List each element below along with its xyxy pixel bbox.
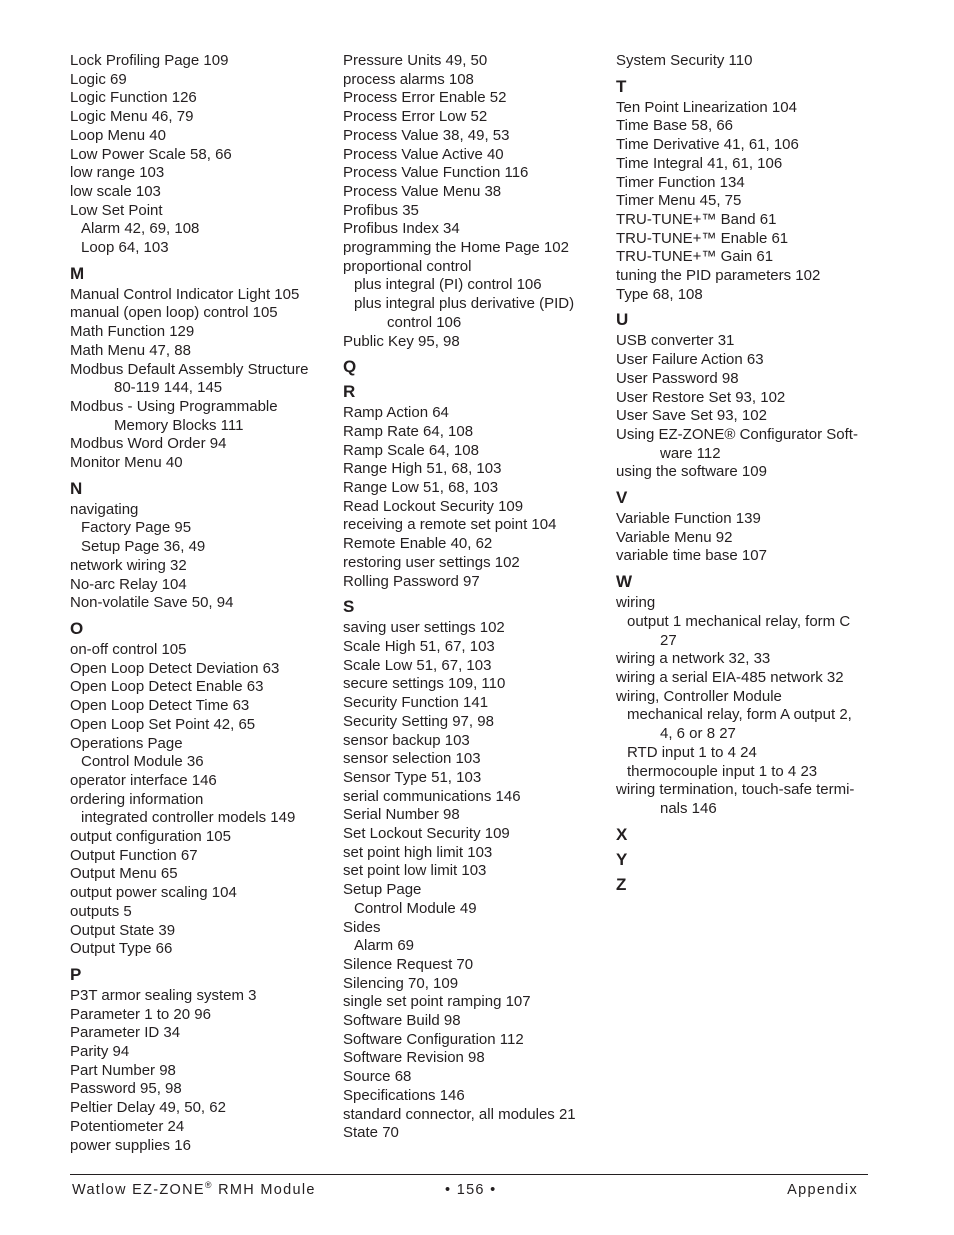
index-entry: Remote Enable 40, 62 — [343, 535, 493, 553]
index-subentry: Setup Page 36, 49 — [81, 538, 206, 556]
index-letter-heading: M — [70, 263, 85, 283]
index-subentry: plus integral plus derivative (PID) — [354, 295, 575, 313]
index-letter-heading: V — [616, 488, 628, 508]
index-subentry: output 1 mechanical relay, form C — [627, 612, 851, 630]
index-subentry: control 106 — [387, 313, 462, 331]
index-entry: Manual Control Indicator Light 105 — [70, 285, 300, 303]
index-entry: Ten Point Linearization 104 — [616, 98, 797, 116]
index-entry: low range 103 — [70, 164, 165, 182]
index-entry: Modbus - Using Programmable — [70, 397, 278, 415]
index-letter-heading: Q — [343, 357, 357, 377]
index-entry: sensor backup 103 — [343, 731, 470, 749]
index-subentry: nals 146 — [660, 799, 717, 817]
index-entry: Open Loop Detect Enable 63 — [70, 678, 264, 696]
index-entry: Security Function 141 — [343, 694, 489, 712]
index-letter-heading: Y — [616, 849, 628, 869]
index-entry: Sensor Type 51, 103 — [343, 768, 482, 786]
index-entry: Password 95, 98 — [70, 1080, 182, 1098]
index-subentry: integrated controller models 149 — [81, 809, 296, 827]
index-entry: Time Derivative 41, 61, 106 — [616, 136, 799, 154]
index-entry: network wiring 32 — [70, 556, 187, 574]
index-entry: power supplies 16 — [70, 1136, 191, 1154]
index-entry: Output State 39 — [70, 921, 176, 939]
index-entry: Math Function 129 — [70, 323, 195, 341]
index-subentry: 4, 6 or 8 27 — [660, 725, 736, 743]
index-entry: Open Loop Set Point 42, 65 — [70, 715, 256, 733]
index-column-2 — [343, 52, 605, 1143]
index-entry: programming the Home Page 102 — [343, 239, 569, 257]
index-subentry: mechanical relay, form A output 2, — [627, 706, 852, 724]
index-entry: User Restore Set 93, 102 — [616, 388, 786, 406]
index-entry: State 70 — [343, 1124, 399, 1142]
index-entry: Silencing 70, 109 — [343, 974, 459, 992]
index-entry: Logic 69 — [70, 70, 127, 88]
index-entry: receiving a remote set point 104 — [343, 516, 557, 534]
index-entry: Ramp Rate 64, 108 — [343, 422, 474, 440]
index-subentry: ware 112 — [660, 444, 721, 462]
index-entry: secure settings 109, 110 — [343, 675, 506, 693]
index-letter-heading: T — [616, 76, 627, 96]
index-entry: wiring a network 32, 33 — [616, 650, 771, 668]
index-entry: Loop Menu 40 — [70, 126, 166, 144]
index-entry: Scale Low 51, 67, 103 — [343, 656, 492, 674]
index-entry: wiring a serial EIA-485 network 32 — [616, 668, 844, 686]
index-entry: Non-volatile Save 50, 94 — [70, 594, 234, 612]
index-entry: Specifications 146 — [343, 1086, 465, 1104]
index-entry: Read Lockout Security 109 — [343, 497, 524, 515]
index-letter-heading: X — [616, 824, 628, 844]
index-entry: standard connector, all modules 21 — [343, 1105, 576, 1123]
index-entry: TRU-TUNE+™ Gain 61 — [616, 248, 774, 266]
index-entry: Math Menu 47, 88 — [70, 341, 191, 359]
index-entry: Security Setting 97, 98 — [343, 712, 494, 730]
index-entry: proportional control — [343, 257, 472, 275]
index-entry: Time Base 58, 66 — [616, 117, 734, 135]
index-entry: TRU-TUNE+™ Band 61 — [616, 210, 777, 228]
index-entry: Using EZ-ZONE® Configurator Soft- — [616, 425, 858, 443]
index-letter-heading: R — [343, 382, 356, 402]
registered-mark: ® — [204, 1180, 213, 1191]
index-column-1 — [70, 52, 332, 1155]
index-letter-heading: P — [70, 964, 82, 984]
index-entry: Rolling Password 97 — [343, 572, 480, 590]
index-entry: Process Value Menu 38 — [343, 182, 502, 200]
index-entry: process alarms 108 — [343, 70, 474, 88]
index-entry: ordering information — [70, 790, 204, 808]
index-entry: No-arc Relay 104 — [70, 575, 187, 593]
index-subentry: Alarm 69 — [354, 937, 415, 955]
index-entry: Monitor Menu 40 — [70, 454, 183, 472]
index-entry: Range High 51, 68, 103 — [343, 460, 502, 478]
index-entry: Open Loop Detect Time 63 — [70, 697, 250, 715]
index-entry: Software Configuration 112 — [343, 1030, 524, 1048]
index-entry: Output Type 66 — [70, 940, 173, 958]
index-subentry: Alarm 42, 69, 108 — [81, 220, 200, 238]
index-entry: Output Function 67 — [70, 846, 198, 864]
index-entry: wiring — [616, 594, 656, 612]
index-entry: set point high limit 103 — [343, 843, 493, 861]
index-entry: Set Lockout Security 109 — [343, 825, 510, 843]
index-subentry: plus integral (PI) control 106 — [354, 276, 542, 294]
index-entry: Type 68, 108 — [616, 285, 703, 303]
index-entry: Process Error Low 52 — [343, 108, 488, 126]
index-letter-heading: W — [616, 572, 633, 592]
index-letter-heading: S — [343, 597, 355, 617]
index-entry: Process Value Function 116 — [343, 164, 529, 182]
index-entry: tuning the PID parameters 102 — [616, 267, 821, 285]
index-entry: TRU-TUNE+™ Enable 61 — [616, 229, 789, 247]
index-entry: Software Revision 98 — [343, 1049, 485, 1067]
index-entry: Process Value Active 40 — [343, 145, 504, 163]
index-entry: System Security 110 — [616, 52, 753, 69]
index-entry: Logic Menu 46, 79 — [70, 108, 194, 126]
index-entry: Parity 94 — [70, 1043, 130, 1061]
index-entry: Source 68 — [343, 1068, 412, 1086]
index-entry: navigating — [70, 500, 139, 518]
index-subentry: RTD input 1 to 4 24 — [627, 743, 757, 761]
index-entry: Part Number 98 — [70, 1061, 176, 1079]
index-entry: Low Set Point — [70, 201, 163, 219]
index-entry: saving user settings 102 — [343, 619, 505, 637]
index-entry: wiring, Controller Module — [616, 687, 782, 705]
index-entry: Ramp Scale 64, 108 — [343, 441, 479, 459]
index-letter-heading: Z — [616, 874, 627, 894]
index-entry: Range Low 51, 68, 103 — [343, 479, 499, 497]
index-entry: Parameter 1 to 20 96 — [70, 1005, 211, 1023]
page-number: • 156 • — [445, 1182, 497, 1198]
index-entry: Lock Profiling Page 109 — [70, 52, 229, 69]
index-subentry: 80-119 144, 145 — [114, 379, 223, 397]
index-entry: using the software 109 — [616, 463, 767, 481]
index-entry: Time Integral 41, 61, 106 — [616, 154, 783, 172]
index-entry: outputs 5 — [70, 902, 132, 920]
index-entry: Public Key 95, 98 — [343, 332, 460, 350]
index-entry: User Password 98 — [616, 369, 739, 387]
index-entry: Parameter ID 34 — [70, 1024, 181, 1042]
index-subentry: Control Module 49 — [354, 899, 477, 917]
index-entry: Profibus 35 — [343, 201, 419, 219]
index-entry: Modbus Default Assembly Structure — [70, 360, 309, 378]
index-letter-heading: U — [616, 310, 629, 330]
footer-brand: Watlow EZ-ZONE — [72, 1182, 205, 1198]
index-entry: serial communications 146 — [343, 787, 521, 805]
index-subentry: Control Module 36 — [81, 753, 204, 771]
index-entry: operator interface 146 — [70, 771, 217, 789]
index-entry: sensor selection 103 — [343, 750, 481, 768]
index-subentry: Factory Page 95 — [81, 519, 192, 537]
index-entry: P3T armor sealing system 3 — [70, 986, 257, 1004]
index-subentry: 27 — [660, 631, 677, 649]
index-entry: User Failure Action 63 — [616, 351, 764, 369]
footer-divider — [70, 1174, 868, 1175]
index-entry: Profibus Index 34 — [343, 220, 460, 238]
index-entry: Low Power Scale 58, 66 — [70, 145, 232, 163]
index-entry: Process Error Enable 52 — [343, 89, 507, 107]
index-subentry: Loop 64, 103 — [81, 239, 169, 257]
index-entry: wiring termination, touch-safe termi- — [616, 781, 855, 799]
index-entry: Silence Request 70 — [343, 955, 474, 973]
index-entry: Scale High 51, 67, 103 — [343, 637, 495, 655]
index-entry: manual (open loop) control 105 — [70, 304, 278, 322]
footer-product-name — [72, 1182, 316, 1198]
index-entry: output configuration 105 — [70, 828, 231, 846]
index-entry: Variable Function 139 — [616, 510, 761, 528]
index-entry: set point low limit 103 — [343, 862, 487, 880]
index-entry: on-off control 105 — [70, 640, 187, 658]
index-entry: Sides — [343, 918, 381, 936]
index-entry: Modbus Word Order 94 — [70, 435, 227, 453]
index-entry: Open Loop Detect Deviation 63 — [70, 659, 280, 677]
index-entry: Operations Page — [70, 734, 183, 752]
index-entry: Output Menu 65 — [70, 865, 178, 883]
index-entry: Serial Number 98 — [343, 806, 460, 824]
index-entry: single set point ramping 107 — [343, 993, 531, 1011]
footer-section: Appendix — [787, 1182, 858, 1198]
index-subentry: Memory Blocks 111 — [114, 416, 244, 434]
index-entry: Timer Menu 45, 75 — [616, 192, 742, 210]
index-entry: variable time base 107 — [616, 547, 767, 565]
index-entry: USB converter 31 — [616, 332, 735, 350]
index-entry: restoring user settings 102 — [343, 553, 520, 571]
index-entry: Variable Menu 92 — [616, 528, 733, 546]
index-entry: Software Build 98 — [343, 1012, 461, 1030]
index-entry: Logic Function 126 — [70, 89, 197, 107]
footer-model: RMH Module — [212, 1182, 316, 1198]
index-entry: Timer Function 134 — [616, 173, 745, 191]
index-entry: Pressure Units 49, 50 — [343, 52, 488, 69]
index-letter-heading: N — [70, 478, 83, 498]
index-entry: low scale 103 — [70, 182, 161, 200]
index-entry: Ramp Action 64 — [343, 404, 449, 422]
index-entry: Peltier Delay 49, 50, 62 — [70, 1099, 226, 1117]
index-entry: Process Value 38, 49, 53 — [343, 126, 510, 144]
index-column-3 — [616, 52, 878, 897]
index-entry: output power scaling 104 — [70, 884, 237, 902]
index-entry: User Save Set 93, 102 — [616, 407, 767, 425]
index-entry: Potentiometer 24 — [70, 1117, 185, 1135]
index-entry: Setup Page — [343, 881, 422, 899]
index-letter-heading: O — [70, 618, 84, 638]
index-subentry: thermocouple input 1 to 4 23 — [627, 762, 818, 780]
